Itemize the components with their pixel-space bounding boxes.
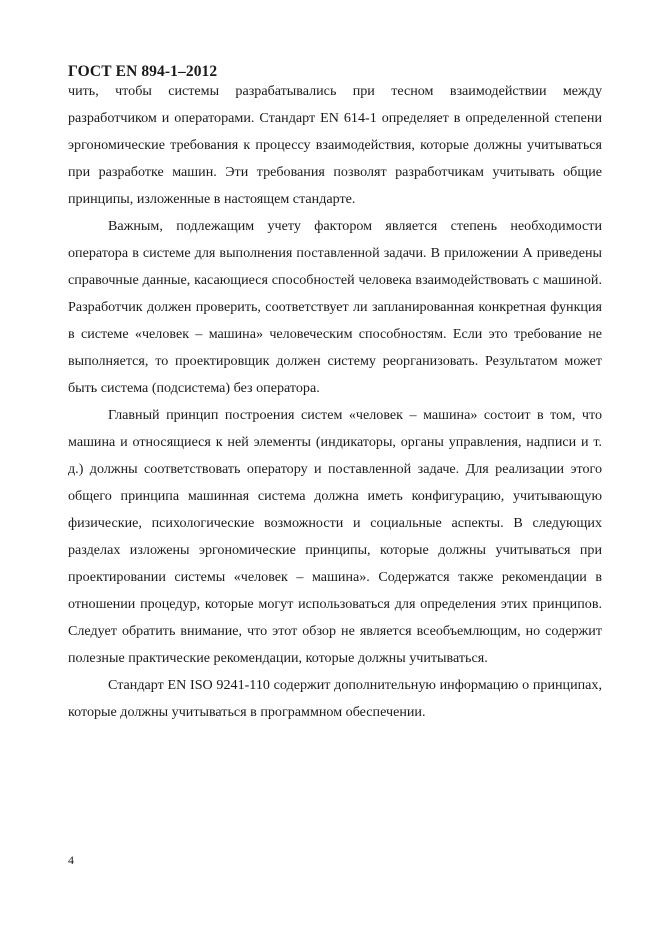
paragraph-main-principle: Главный принцип построения систем «человек – машина» состоит в том, что машина и относящиеся к ней элементы (индикаторы, органы управления, надписи и т. д.) должны соответствовать оператору и поставленной задаче. Для реализации этого общего принципа машинная система должна иметь конфигурацию, учитывающую физические, психологические возможности и социальные аспекты. В следующих разделах изложены эргономические принципы, которые должны учитываться при проектировании системы «человек – машина». Содержатся также рекомендации в отношении процедур, которые могут использоваться для определения этих принципов. Следует обратить внимание, что этот обзор не является всеобъемлющим, но содержит полезные практические рекомендации, которые должны учитываться.	[68, 407, 602, 666]
page-number: 4	[68, 853, 74, 867]
paragraph-operator-necessity: Важным, подлежащим учету фактором является степень необходимости оператора в системе для выполнения поставленной задачи. В приложении А приведены справочные данные, касающиеся способностей человека взаимодействовать с машиной. Разработчик должен проверить, соответствует ли запланированная конкретная функция в системе «человек – машина» человеческим способностям. Если это требование не выполняется, то проектировщик должен систему реорганизовать. Результатом может быть система (подсистема) без оператора.	[68, 218, 602, 396]
paragraph-continuation: чить, чтобы системы разрабатывались при тесном взаимодействии между разработчиком и операторами. Стандарт EN 614-1 определяет в определенной степени эргономические требования к процессу взаимодействия, которые должны учитываться при разработке машин. Эти требования позволят разработчикам учитывать общие принципы, изложенные в настоящем стандарте.	[68, 83, 602, 207]
document-header-title: ГОСТ EN 894-1–2012	[68, 63, 218, 80]
paragraph-software-standard: Стандарт EN ISO 9241-110 содержит дополнительную информацию о принципах, которые должны учитываться в программном обеспечении.	[68, 677, 602, 720]
document-body	[68, 78, 602, 726]
